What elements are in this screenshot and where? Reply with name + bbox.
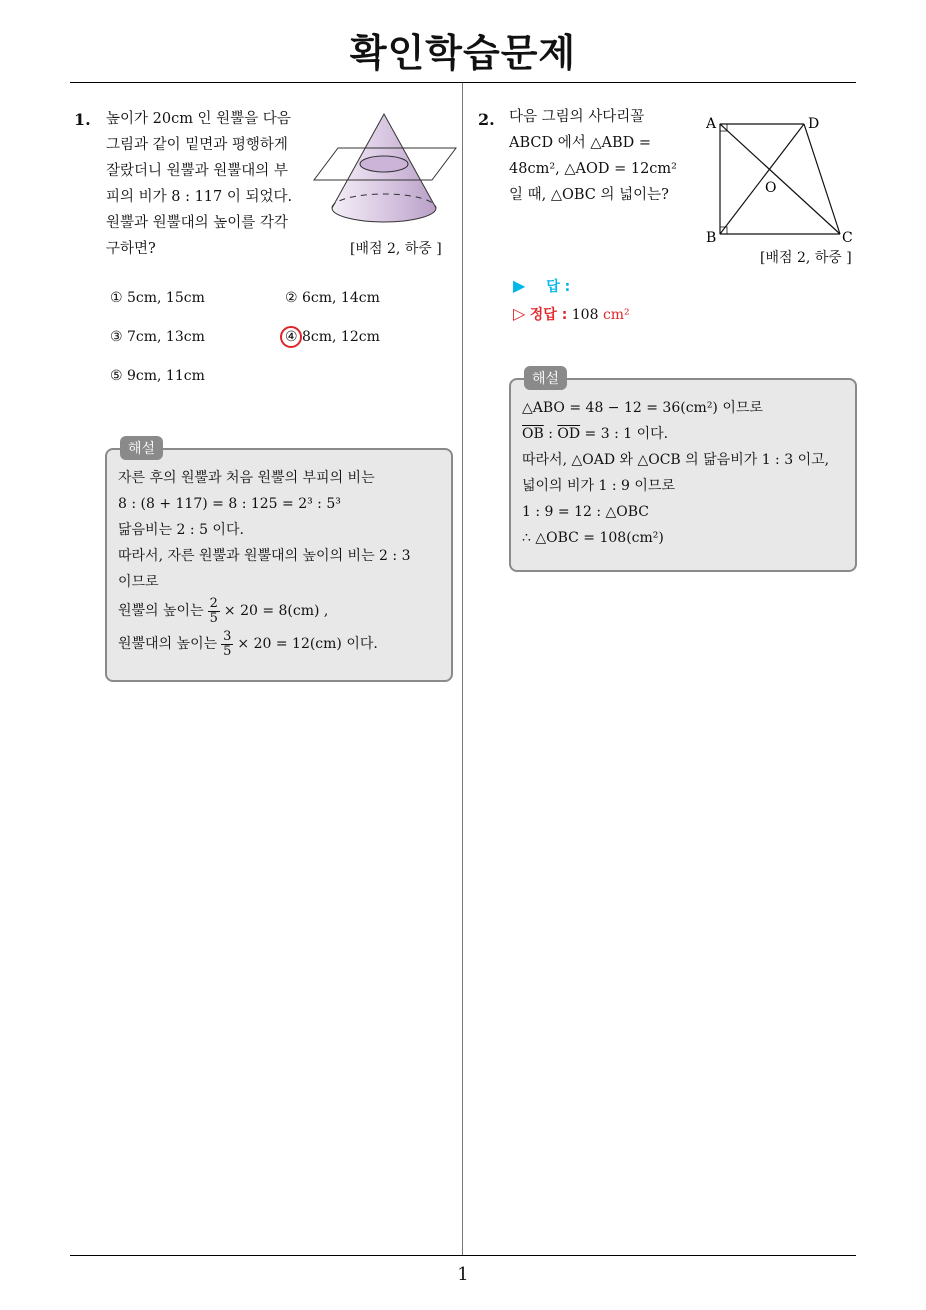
q1-expl-line: × 20 = 8(cm) , — [223, 603, 329, 619]
q2-explanation-label: 해설 — [524, 366, 567, 390]
q1-expl-line: 8 : (8 + 117) = 8 : 125 = 2³ : 5³ — [118, 496, 341, 512]
fraction-denominator: 5 — [223, 643, 232, 659]
q2-expl-line: △ABO = 48 − 12 = 36(cm²) 이므로 — [522, 400, 763, 416]
q1-expl-line: × 20 = 12(cm) 이다. — [237, 636, 378, 652]
page-number: 1 — [457, 1264, 469, 1285]
hollow-triangle-icon: ▷ — [513, 304, 526, 323]
q2-expl-line: ∴ △OBC = 108(cm²) — [522, 530, 664, 546]
bottom-rule — [70, 1255, 856, 1256]
label-c: C — [842, 230, 853, 246]
cone-figure — [310, 108, 460, 236]
q1-line: 잘랐더니 원뿔과 원뿔대의 부 — [106, 163, 288, 179]
q2-answer-label: 답 : — [546, 279, 571, 295]
q2-line: 48cm², △AOD = 12cm² — [509, 161, 677, 177]
q1-choice-5[interactable]: ⑤ 9cm, 11cm — [110, 368, 205, 384]
q1-expl-line: 닮음비는 2 : 5 이다. — [118, 522, 244, 538]
fraction-2-5 — [208, 597, 220, 626]
trapezoid-figure — [700, 110, 860, 246]
ratio-colon: : — [543, 426, 558, 442]
segment-ob: $\overline{OB}$ — [522, 426, 544, 442]
q1-choice-1[interactable]: ① 5cm, 15cm — [110, 290, 205, 306]
q1-expl-line: 이므로 — [118, 574, 159, 590]
q1-text — [106, 106, 292, 262]
q2-line: ABCD 에서 △ABD = — [509, 135, 652, 151]
q1-expl-frac-line-2 — [118, 627, 448, 661]
q2-correct-row — [513, 304, 630, 324]
q2-text — [509, 104, 677, 208]
label-o: O — [765, 180, 777, 196]
q1-expl-line: 따라서, 자른 원뿔과 원뿔대의 높이의 비는 2 : 3 — [118, 548, 411, 564]
column-divider — [462, 83, 463, 1255]
q1-line: 높이가 20cm 인 원뿔을 다음 — [106, 111, 291, 127]
fraction-denominator: 5 — [209, 610, 218, 626]
page-title: 확인학습문제 — [349, 31, 577, 75]
q1-expl-frac-line-1 — [118, 595, 448, 627]
q2-expl-line: 1 : 9 = 12 : △OBC — [522, 504, 649, 520]
q2-expl-line: 넓이의 비가 1 : 9 이므로 — [522, 478, 675, 494]
q1-explanation-label: 해설 — [120, 436, 163, 460]
q2-line: 일 때, △OBC 의 넓이는? — [509, 187, 669, 203]
q1-explanation-text — [118, 465, 448, 661]
q2-correct-value: 108 — [571, 307, 599, 323]
q1-expl-line: 원뿔대의 높이는 — [118, 636, 218, 652]
q2-score: [배점 2, 하중 ] — [760, 250, 852, 266]
segment-od: $\overline{OD}$ — [557, 426, 581, 442]
q2-correct-label: 정답 : — [529, 307, 568, 323]
label-b: B — [706, 230, 717, 246]
q1-choice-3[interactable]: ③ 7cm, 13cm — [110, 329, 205, 345]
fraction-numerator: 3 — [223, 628, 232, 644]
top-rule — [70, 82, 856, 83]
q2-explanation-text — [522, 395, 852, 551]
label-a: A — [706, 116, 717, 132]
q2-answer-row — [513, 276, 570, 296]
q1-line: 원뿔과 원뿔대의 높이를 각각 — [106, 215, 288, 231]
fraction-numerator: 2 — [209, 595, 218, 611]
q1-number: 1. — [74, 110, 91, 129]
fraction-3-5 — [221, 630, 233, 659]
label-d: D — [808, 116, 820, 132]
ratio-tail: = 3 : 1 이다. — [580, 426, 669, 442]
q2-correct-unit: cm² — [602, 307, 630, 323]
selected-answer-circle-icon — [280, 326, 302, 348]
q2-number: 2. — [478, 110, 495, 129]
q1-line: 피의 비가 8 : 117 이 되었다. — [106, 189, 293, 205]
play-triangle-icon: ▶ — [513, 276, 526, 295]
q1-score: [배점 2, 하중 ] — [350, 241, 442, 257]
q1-expl-line: 원뿔의 높이는 — [118, 603, 204, 619]
q2-expl-line: 따라서, △OAD 와 △OCB 의 닮음비가 1 : 3 이고, — [522, 452, 830, 468]
q1-choice-4[interactable]: ④ 8cm, 12cm — [285, 329, 380, 345]
q1-choice-2[interactable]: ② 6cm, 14cm — [285, 290, 380, 306]
q1-expl-line: 자른 후의 원뿔과 처음 원뿔의 부피의 비는 — [118, 470, 375, 486]
q2-line: 다음 그림의 사다리꼴 — [509, 109, 645, 125]
q1-line: 구하면? — [106, 241, 156, 257]
q2-expl-ratio-line — [522, 421, 852, 447]
q1-line: 그림과 같이 밑면과 평행하게 — [106, 137, 288, 153]
